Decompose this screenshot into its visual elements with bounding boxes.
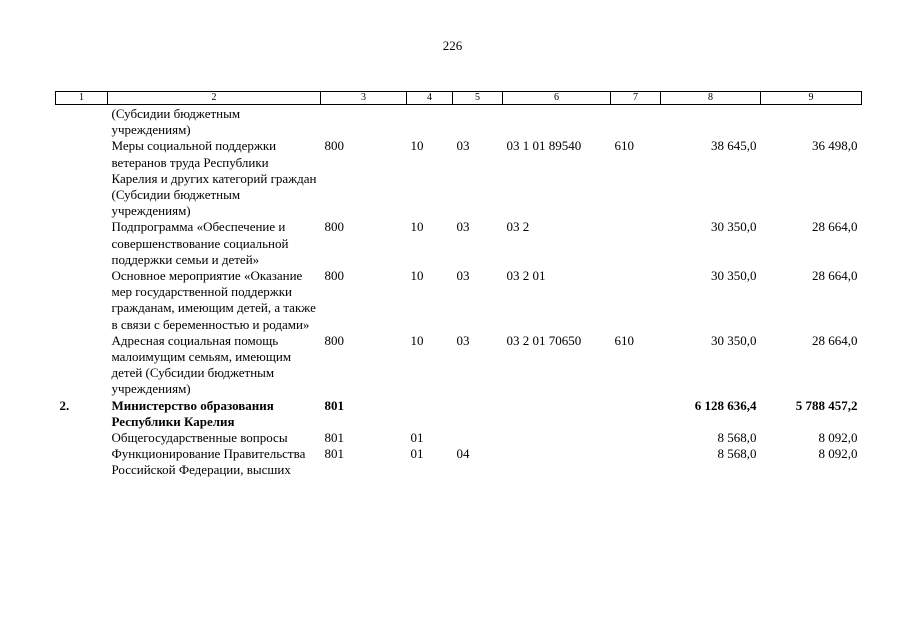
subsection-code-cell — [453, 398, 503, 430]
column-number-header: 8 — [661, 92, 761, 105]
department-code-cell: 801 — [324, 446, 344, 462]
target-article-cell: 03 2 01 70650 — [506, 332, 582, 348]
amount-year-1-cell: 8 568,0 — [717, 430, 757, 446]
row-number-cell — [56, 138, 108, 219]
expense-type-cell — [611, 105, 661, 139]
section-code-cell — [407, 398, 453, 430]
section-code-cell: 10 — [410, 219, 424, 235]
column-number-header: 9 — [761, 92, 862, 105]
amount-year-1-cell: 38 645,0 — [711, 138, 757, 154]
amount-year-2-cell: 28 664,0 — [812, 268, 858, 284]
amount-year-1-cell: 30 350,0 — [711, 219, 757, 235]
column-number-header: 4 — [407, 92, 453, 105]
section-code-cell: 10 — [410, 268, 424, 284]
table-row — [56, 268, 862, 333]
table-row — [56, 430, 862, 446]
section-code-cell — [407, 105, 453, 139]
amount-year-1-cell: 6 128 636,4 — [694, 397, 757, 413]
amount-year-2-cell: 8 092,0 — [818, 430, 858, 446]
table-row — [56, 446, 862, 478]
table-row — [56, 138, 862, 219]
item-name-cell: Министерство образования Республики Карелия — [111, 397, 274, 429]
expense-type-cell — [611, 446, 661, 478]
section-code-cell: 01 — [410, 446, 424, 462]
table-row — [56, 219, 862, 268]
column-number-header: 7 — [611, 92, 661, 105]
column-number-row — [56, 92, 862, 105]
target-article-cell — [503, 398, 611, 430]
department-code-cell: 800 — [324, 138, 344, 154]
item-name-cell: Подпрограмма «Обеспечение и совершенствование социальной поддержки семьи и детей» — [111, 219, 289, 267]
target-article-cell: 03 1 01 89540 — [506, 138, 582, 154]
column-number-header: 6 — [503, 92, 611, 105]
department-code-cell — [321, 105, 407, 139]
table-body — [56, 105, 862, 479]
table-row — [56, 105, 862, 139]
department-code-cell: 800 — [324, 219, 344, 235]
target-article-cell: 03 2 01 — [506, 268, 546, 284]
target-article-cell — [503, 430, 611, 446]
item-name-cell: Общегосударственные вопросы — [111, 430, 288, 446]
section-code-cell: 01 — [410, 430, 424, 446]
amount-year-2-cell — [761, 105, 862, 139]
row-number-cell — [56, 333, 108, 398]
target-article-cell — [503, 105, 611, 139]
column-number-header: 2 — [108, 92, 321, 105]
target-article-cell — [503, 446, 611, 478]
amount-year-1-cell: 30 350,0 — [711, 268, 757, 284]
amount-year-2-cell: 28 664,0 — [812, 332, 858, 348]
row-number-cell — [56, 219, 108, 268]
subsection-code-cell: 03 — [456, 219, 470, 235]
item-name-cell: (Субсидии бюджетным учреждениям) — [111, 106, 241, 138]
subsection-code-cell — [453, 430, 503, 446]
table-row — [56, 333, 862, 398]
column-number-header: 5 — [453, 92, 503, 105]
amount-year-2-cell: 36 498,0 — [812, 138, 858, 154]
subsection-code-cell: 04 — [456, 446, 470, 462]
page-number: 226 — [442, 38, 463, 53]
expense-type-cell — [611, 430, 661, 446]
item-name-cell: Меры социальной поддержки ветеранов труда Республики Карелия и других категорий граждан (Субсидии бюджетным учреждениям) — [111, 138, 317, 219]
row-number-cell — [56, 430, 108, 446]
amount-year-1-cell: 30 350,0 — [711, 332, 757, 348]
department-code-cell: 800 — [324, 332, 344, 348]
row-number-cell — [56, 268, 108, 333]
department-code-cell: 801 — [324, 430, 344, 446]
row-number-cell — [56, 446, 108, 478]
amount-year-2-cell: 5 788 457,2 — [795, 397, 858, 413]
column-number-header: 3 — [321, 92, 407, 105]
row-number-cell — [56, 105, 108, 139]
expense-type-cell — [611, 268, 661, 333]
amount-year-2-cell: 8 092,0 — [818, 446, 858, 462]
subsection-code-cell: 03 — [456, 332, 470, 348]
expense-type-cell — [611, 398, 661, 430]
expense-type-cell: 610 — [614, 138, 634, 154]
item-name-cell: Основное мероприятие «Оказание мер государственной поддержки гражданам, имеющим детей, а также в связи с беременностью и родами» — [111, 268, 316, 332]
column-number-header: 1 — [56, 92, 108, 105]
department-code-cell: 800 — [324, 268, 344, 284]
department-code-cell: 801 — [324, 397, 344, 413]
row-number-cell: 2. — [59, 397, 70, 413]
target-article-cell: 03 2 — [506, 219, 530, 235]
amount-year-1-cell — [661, 105, 761, 139]
section-code-cell: 10 — [410, 138, 424, 154]
item-name-cell: Функционирование Правительства Российской Федерации, высших — [111, 446, 306, 478]
table-row — [56, 398, 862, 430]
budget-table — [55, 91, 862, 479]
section-code-cell: 10 — [410, 332, 424, 348]
item-name-cell: Адресная социальная помощь малоимущим семьям, имеющим детей (Субсидии бюджетным учреждениям) — [111, 332, 292, 397]
expense-type-cell: 610 — [614, 332, 634, 348]
expense-type-cell — [611, 219, 661, 268]
subsection-code-cell — [453, 105, 503, 139]
subsection-code-cell: 03 — [456, 138, 470, 154]
amount-year-2-cell: 28 664,0 — [812, 219, 858, 235]
amount-year-1-cell: 8 568,0 — [717, 446, 757, 462]
subsection-code-cell: 03 — [456, 268, 470, 284]
